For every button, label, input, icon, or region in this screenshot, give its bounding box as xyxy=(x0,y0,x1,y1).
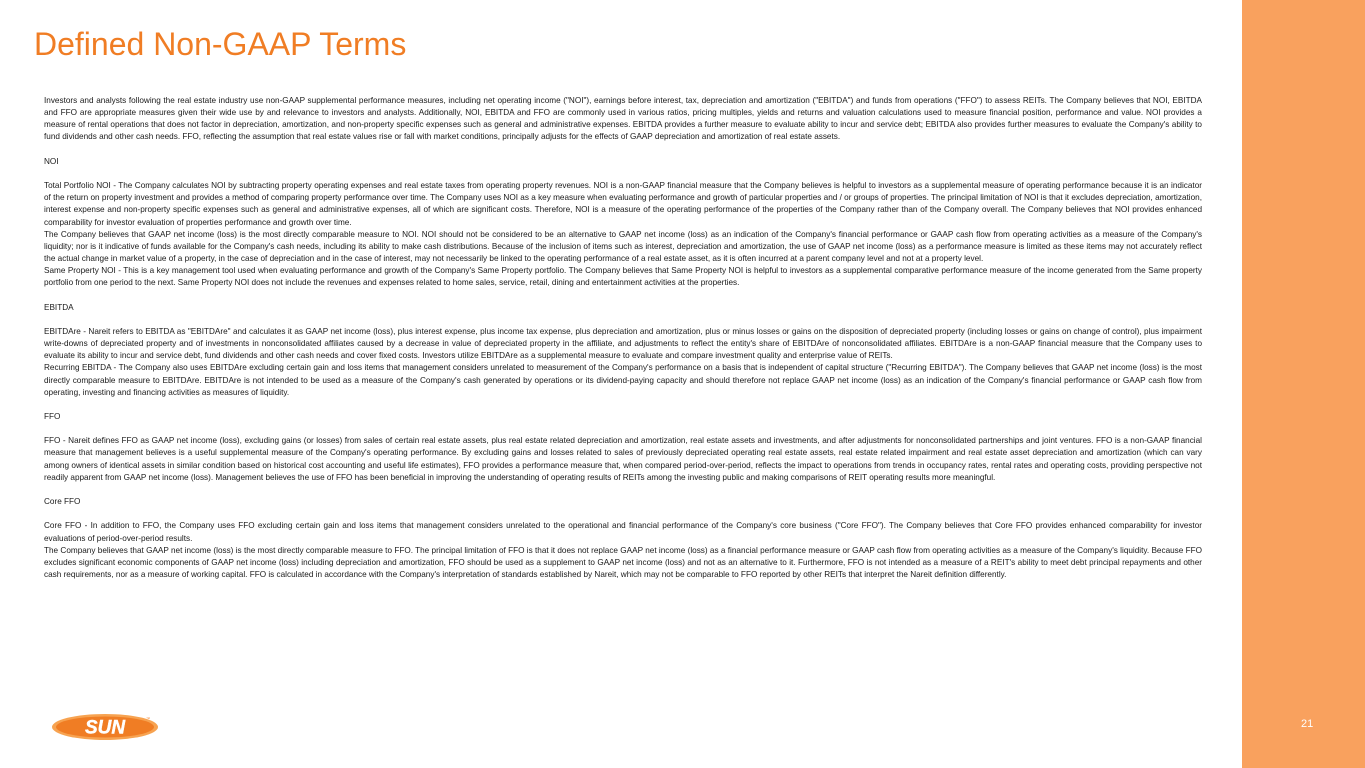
ebitda-paragraph-recurring: Recurring EBITDA - The Company also uses EBITDAre excluding certain gain and loss items that management considers unrelated to measurement of the Company's performance on a basis that is independent of capital structure ("Recurring EBITDA"). The Company believes that GAAP net income (loss) is the most directly comparable measure to EBITDAre. EBITDAre is not intended to be used as a measure of the Company's cash generated by operations or its dividend-paying capacity and should therefore not replace GAAP net income (loss) as an indication of the Company's financial performance or GAAP cash flow from operating, investing and financing activities as measures of liquidity. xyxy=(44,363,1202,397)
noi-paragraph-total-portfolio: Total Portfolio NOI - The Company calculates NOI by subtracting property operating expenses and real estate taxes from operating property revenues. NOI is a non-GAAP financial measure that the Company believes is helpful to investors as a supplemental measure of operating performance because it is an indicator of the return on property investment and provides a method of comparing property performance over time. The Company uses NOI as a key measure when evaluating performance and growth of particular properties and / or groups of properties. The principal limitation of NOI is that it excludes depreciation, amortization, interest expense and non-property specific expenses such as general and administrative expenses, all of which are significant costs. Therefore, NOI is a measure of the operating performance of the properties of the Company rather than of the Company overall. The Company believes that NOI provides enhanced comparability for investor evaluation of properties performance and growth over time. xyxy=(44,181,1202,227)
svg-text:™: ™ xyxy=(146,716,150,721)
page-title: Defined Non-GAAP Terms xyxy=(34,26,407,62)
core-ffo-paragraph-definition: Core FFO - In addition to FFO, the Company uses FFO excluding certain gain and loss items that management considers unrelated to the operational and financial performance of the Company's core business ("Core FFO"). The Company believes that Core FFO provides enhanced comparability for investor evaluations of period-over-period results. xyxy=(44,521,1202,543)
right-accent-band xyxy=(1242,0,1365,768)
core-ffo-paragraph-comparable-measure: The Company believes that GAAP net income (loss) is the most directly comparable measure to FFO. The principal limitation of FFO is that it does not replace GAAP net income (loss) as a financial performance measure or GAAP cash flow from operating activities as a measure of the Company's liquidity. Because FFO excludes significant economic components of GAAP net income (loss) including depreciation and amortization, FFO should be used as a supplement to GAAP net income (loss) and not as an alternative to it. Furthermore, FFO is not intended as a measure of a REIT's ability to meet debt principal repayments and other cash requirements, nor as a measure of working capital. FFO is calculated in accordance with the Company's interpretation of standards established by Nareit, which may not be comparable to FFO reported by other REITs that interpret the Nareit definition differently. xyxy=(44,545,1202,579)
noi-paragraph-same-property: Same Property NOI - This is a key management tool used when evaluating performance and growth of the Company's Same Property portfolio. The Company believes that Same Property NOI is helpful to investors as a supplemental comparative performance measure of the income generated from the Same property portfolio from one period to the next. Same Property NOI does not include the revenues and expenses related to home sales, service, retail, dining and entertainment activities at the properties. xyxy=(44,266,1202,288)
body-text xyxy=(44,95,1202,581)
sun-logo xyxy=(52,712,162,742)
core-ffo-heading: Core FFO xyxy=(44,497,81,507)
noi-heading: NOI xyxy=(44,156,59,166)
ebitda-heading: EBITDA xyxy=(44,302,74,312)
ffo-paragraph: FFO - Nareit defines FFO as GAAP net income (loss), excluding gains (or losses) from sales of certain real estate assets, plus real estate related depreciation and amortization, real estate assets and investments, and after adjustments for nonconsolidated partnerships and joint ventures. FFO is a non-GAAP financial measure that management believes is a useful supplemental measure of the Company's operating performance. By excluding gains and losses related to sales of previously depreciated operating real estate assets, real estate related impairment and real estate asset depreciation and amortization (which can vary among owners of identical assets in similar condition based on historical cost accounting and useful life estimates), FFO provides a performance measure that, when compared period-over-period, reflects the impact to operations from trends in occupancy rates, rental rates and operating costs, providing perspective not readily apparent from GAAP net income (loss). Management believes the use of FFO has been beneficial in improving the understanding of operating results of REITs among the investing public and making comparisons of REIT operating results more meaningful. xyxy=(44,436,1202,482)
noi-paragraph-comparable-measure: The Company believes that GAAP net income (loss) is the most directly comparable measure to NOI. NOI should not be considered to be an alternative to GAAP net income (loss) as an indication of the Company's financial performance or GAAP cash flow from operating activities as a measure of the Company's liquidity; nor is it indicative of funds available for the Company's cash needs, including its ability to make cash distributions. Because of the inclusion of items such as interest, depreciation and amortization, the use of GAAP net income (loss) as a performance measure is limited as these items may not accurately reflect the actual change in market value of a property, in the case of depreciation and in the case of interest, may not necessarily be linked to the operating performance of a real estate asset, as it is often incurred at a parent company level and not at a property level. xyxy=(44,229,1202,263)
ebitda-paragraph-ebitdare: EBITDAre - Nareit refers to EBITDA as "EBITDAre" and calculates it as GAAP net income (loss), plus interest expense, plus income tax expense, plus depreciation and amortization, plus or minus losses or gains on the disposition of depreciated property (including losses or gains on change of control), plus impairment write-downs of depreciated property and of investments in nonconsolidated affiliates caused by a decrease in value of depreciated property in the affiliate, and adjustments to reflect the entity's share of EBITDAre of nonconsolidated affiliates. EBITDAre is a non-GAAP financial measure that the Company uses to evaluate its ability to incur and service debt, fund dividends and other cash needs and cover fixed costs. Investors utilize EBITDAre as a supplemental measure to evaluate and compare investment quality and enterprise value of REITs. xyxy=(44,326,1202,361)
intro-paragraph: Investors and analysts following the real estate industry use non-GAAP supplemental performance measures, including net operating income ("NOI"), earnings before interest, tax, depreciation and amortization ("EBITDA") and funds from operations ("FFO") to assess REITs. The Company believes that NOI, EBITDA and FFO are appropriate measures given their wide use by and relevance to investors and analysts. Additionally, NOI, EBITDA and FFO are commonly used in various ratios, pricing multiples, yields and returns and valuation calculations used to measure financial position, performance and value. NOI provides a measure of rental operations that does not factor in depreciation, amortization, and non-property specific expenses such as general and administrative expenses. EBITDA provides a further measure to evaluate ability to incur and service debt; EBITDA also provides further measures to evaluate the Company's ability to fund dividends and other cash needs. FFO, reflecting the assumption that real estate values rise or fall with market conditions, principally adjusts for the effects of GAAP depreciation and amortization of real estate assets. xyxy=(44,96,1202,142)
ffo-heading: FFO xyxy=(44,411,61,421)
page-number: 21 xyxy=(1301,718,1314,730)
svg-text:SUN: SUN xyxy=(84,717,126,739)
